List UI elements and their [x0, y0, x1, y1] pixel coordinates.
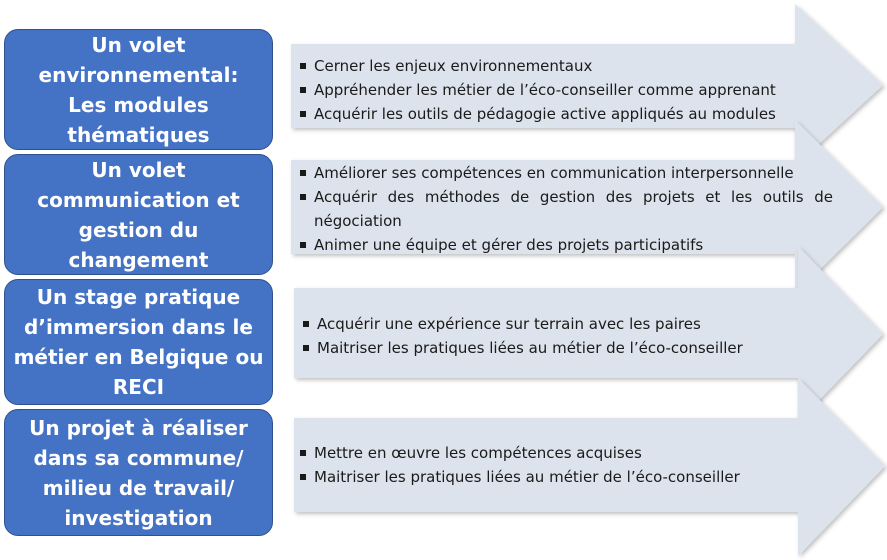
module-box-1 — [4, 29, 273, 150]
bullet-list-1 — [298, 54, 808, 126]
module-title-line: d’immersion dans le — [24, 315, 253, 339]
module-box-2 — [4, 154, 273, 275]
bullet-list-4 — [298, 441, 808, 489]
list-item: Acquérir une expérience sur terrain avec les paires — [301, 312, 811, 336]
module-title-line: environnemental: — [38, 62, 239, 87]
bullet-list-2 — [298, 161, 833, 257]
bullet-list-3 — [301, 312, 811, 360]
module-title-line: communication et — [37, 187, 240, 212]
module-title-line: Un stage pratique — [36, 285, 241, 309]
module-title-line: thématiques — [67, 122, 210, 147]
module-title-line: investigation — [64, 505, 213, 530]
square-bullet-icon — [303, 321, 309, 327]
list-item: Mettre en œuvre les compétences acquises — [298, 441, 808, 465]
module-title-line: Un volet — [91, 32, 186, 57]
square-bullet-icon — [300, 111, 306, 117]
square-bullet-icon — [300, 87, 306, 93]
square-bullet-icon — [300, 450, 306, 456]
list-item: Maitriser les pratiques liées au métier de l’éco-conseiller — [301, 336, 811, 360]
square-bullet-icon — [300, 63, 306, 69]
module-title-line: Un projet à réaliser — [29, 415, 248, 440]
list-item: Acquérir les outils de pédagogie active appliqués au modules — [298, 102, 808, 126]
module-box-4 — [4, 409, 273, 536]
list-item: Appréhender les métier de l’éco-conseiller comme apprenant — [298, 78, 808, 102]
square-bullet-icon — [300, 242, 306, 248]
list-item: Animer une équipe et gérer des projets participatifs — [298, 233, 833, 257]
module-title-line: Un volet — [91, 157, 186, 182]
square-bullet-icon — [300, 194, 306, 200]
module-title-line: dans sa commune/ — [33, 445, 244, 470]
square-bullet-icon — [303, 345, 309, 351]
module-title-line: gestion du — [78, 217, 199, 242]
list-item: Maitriser les pratiques liées au métier de l’éco-conseiller — [298, 465, 808, 489]
module-title-line: milieu de travail/ — [42, 475, 235, 500]
module-title-line: métier en Belgique ou — [13, 345, 264, 369]
square-bullet-icon — [300, 474, 306, 480]
module-title-line: Les modules — [68, 92, 209, 117]
list-item: Acquérir des méthodes de gestion des projets et les outils de négociation — [298, 185, 833, 233]
module-title-line: RECI — [112, 375, 165, 399]
module-box-3 — [4, 279, 273, 405]
list-item: Cerner les enjeux environnementaux — [298, 54, 808, 78]
module-title-line: changement — [68, 247, 209, 272]
square-bullet-icon — [300, 170, 306, 176]
list-item: Améliorer ses compétences en communication interpersonnelle — [298, 161, 833, 185]
